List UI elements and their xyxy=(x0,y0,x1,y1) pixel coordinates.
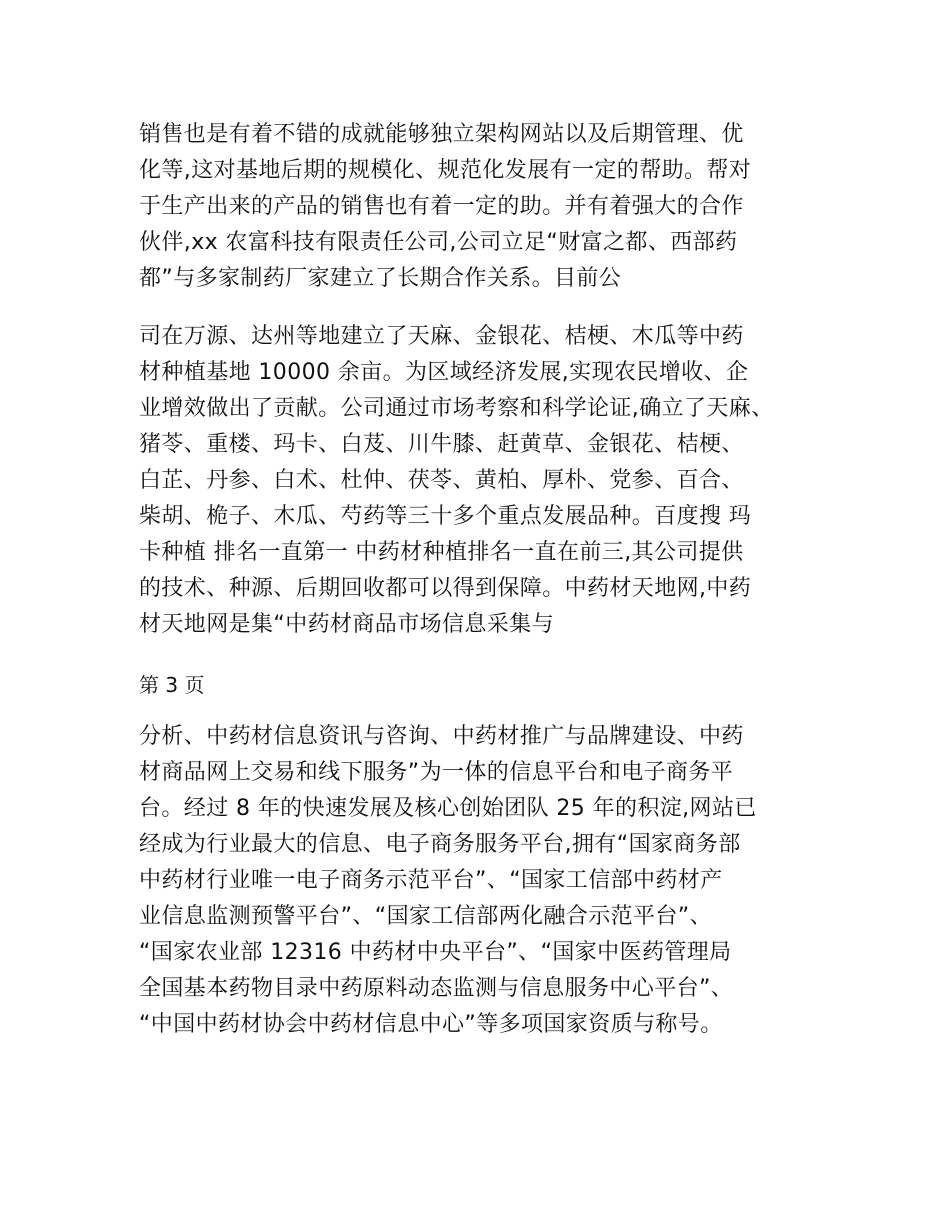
text-line: “中国中药材协会中药材信息中心”等多项国家资质与称号。 xyxy=(139,1012,723,1037)
text-line: 司在万源、达州等地建立了天麻、金银花、桔梗、木瓜等中药 xyxy=(139,324,744,349)
text-line: 猪苓、重楼、玛卡、白芨、川牛膝、赶黄草、金银花、桔梗、 xyxy=(139,432,744,457)
text-line: 材天地网是集“中药材商品市场信息采集与 xyxy=(139,612,554,637)
text-line: 销售也是有着不错的成就能够独立架构网站以及后期管理、优 xyxy=(139,122,744,147)
text-line: 于生产出来的产品的销售也有着一定的助。并有着强大的合作 xyxy=(139,194,744,219)
text-line: 台。经过 8 年的快速发展及核心创始团队 25 年的积淀,网站已 xyxy=(139,796,757,821)
text-line: 白芷、丹参、白术、杜仲、茯苓、黄柏、厚朴、党参、百合、 xyxy=(139,468,744,493)
text-line: 卡种植 排名一直第一 中药材种植排名一直在前三,其公司提供 xyxy=(139,540,744,565)
text-line: 化等,这对基地后期的规模化、规范化发展有一定的帮助。帮对 xyxy=(139,158,752,183)
text-line: 都”与多家制药厂家建立了长期合作关系。目前公 xyxy=(139,266,622,291)
text-line: 中药材行业唯一电子商务示范平台”、“国家工信部中药材产 xyxy=(139,868,723,893)
text-line: 业信息监测预警平台”、“国家工信部两化融合示范平台”、 xyxy=(139,904,712,929)
text-line: 的技术、种源、后期回收都可以得到保障。中药材天地网,中药 xyxy=(139,576,752,601)
text-line: 材商品网上交易和线下服务”为一体的信息平台和电子商务平 xyxy=(139,760,734,785)
text-line: 材种植基地 10000 余亩。为区域经济发展,实现农民增收、企 xyxy=(139,360,749,385)
text-line: 全国基本药物目录中药原料动态监测与信息服务中心平台”、 xyxy=(139,976,734,1001)
text-line: 分析、中药材信息资讯与咨询、中药材推广与品牌建设、中药 xyxy=(139,724,744,749)
text-line: 业增效做出了贡献。公司通过市场考察和科学论证,确立了天麻、 xyxy=(139,396,774,421)
text-line: 经成为行业最大的信息、电子商务服务平台,拥有“国家商务部 xyxy=(139,832,741,857)
text-line: 伙伴,xx 农富科技有限责任公司,公司立足“财富之都、西部药 xyxy=(139,230,738,255)
text-line: 柴胡、桅子、木瓜、芍药等三十多个重点发展品种。百度搜 玛 xyxy=(139,504,752,529)
text-line: “国家农业部 12316 中药材中央平台”、“国家中医药管理局 xyxy=(139,940,732,965)
page-number: 第 3 页 xyxy=(139,673,205,697)
